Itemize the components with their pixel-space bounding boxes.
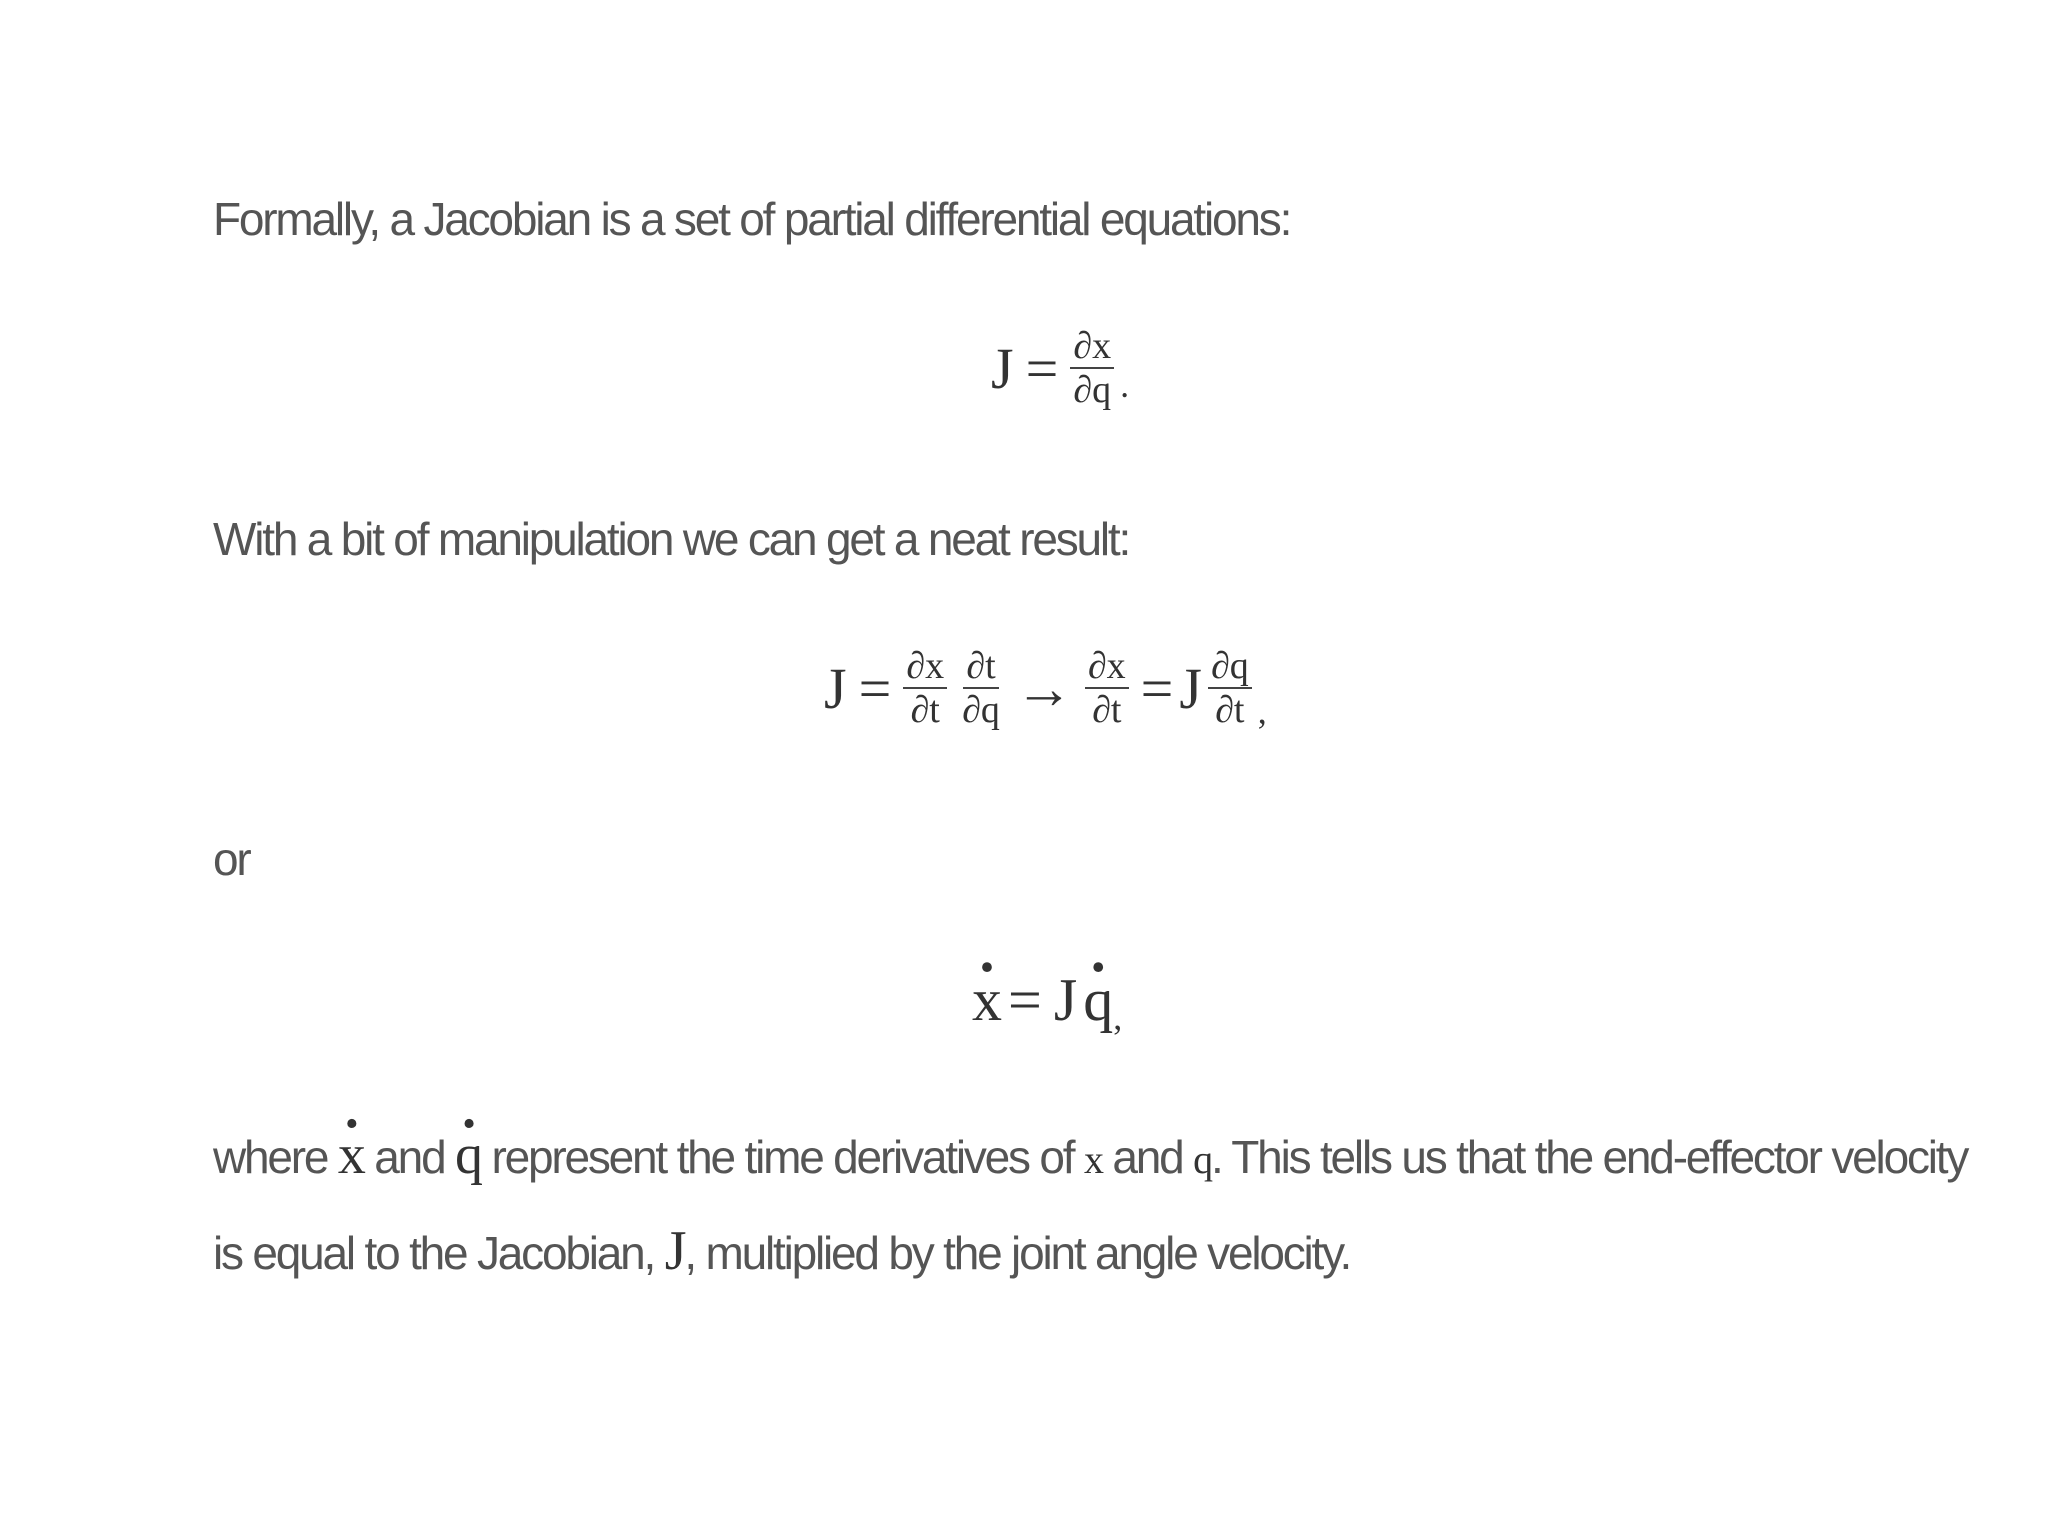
inline-q-dot: · q — [455, 1108, 481, 1202]
paragraph-definition: Formally, a Jacobian is a set of partial differential equations: — [213, 193, 1291, 245]
paragraph-explanation-line-2 — [213, 1204, 1350, 1300]
eq2-fraction-3 — [1085, 645, 1129, 731]
eq2-f4-denominator: ∂t — [1215, 689, 1245, 731]
inline-q: q — [1193, 1137, 1211, 1182]
eq3-equals: = — [1008, 966, 1042, 1033]
eq2-comma: , — [1257, 691, 1267, 731]
inline-x-dot: · x — [338, 1108, 364, 1202]
text-and: and — [374, 1131, 445, 1183]
equation-chain-rule — [818, 632, 1267, 744]
text-equal-to-jacobian: is equal to the Jacobian, — [213, 1227, 655, 1279]
eq1-period: . — [1120, 365, 1130, 405]
eq2-fraction-4 — [1208, 645, 1252, 731]
eq3-jacobian: J — [1053, 966, 1078, 1033]
text-and-2: and — [1112, 1131, 1183, 1183]
eq2-equals-2: = — [1140, 655, 1174, 721]
eq3-q-dot: · q — [1083, 966, 1113, 1035]
text-where: where — [213, 1131, 328, 1183]
text-represent: represent the time derivatives of — [491, 1131, 1074, 1183]
eq2-fraction-1 — [903, 645, 947, 731]
eq3-comma: , — [1113, 997, 1123, 1037]
eq2-jacobian: J — [1179, 655, 1202, 721]
eq2-f3-denominator: ∂t — [1092, 689, 1122, 731]
eq2-equals: = — [858, 655, 892, 721]
equation-velocity — [972, 950, 1122, 1050]
paragraph-or: or — [213, 833, 250, 885]
eq1-numerator: ∂x — [1070, 325, 1114, 369]
eq2-f2-denominator: ∂q — [962, 689, 1000, 731]
eq2-arrow: → — [1014, 655, 1073, 721]
eq1-lhs: J — [991, 335, 1014, 401]
equation-jacobian-definition — [985, 318, 1129, 418]
eq2-f1-denominator: ∂t — [910, 689, 940, 731]
eq1-equals: = — [1025, 335, 1059, 401]
eq3-x-dot: · x — [972, 966, 1002, 1035]
eq2-f4-numerator: ∂q — [1208, 645, 1252, 689]
inline-jacobian: J — [664, 1220, 685, 1282]
eq2-f3-numerator: ∂x — [1085, 645, 1129, 689]
eq2-f2-numerator: ∂t — [963, 645, 998, 689]
eq2-lhs: J — [824, 655, 847, 721]
paragraph-manipulation: With a bit of manipulation we can get a neat result: — [213, 513, 1130, 565]
text-multiplied: , multiplied by the joint angle velocity. — [684, 1227, 1351, 1279]
eq2-f1-numerator: ∂x — [903, 645, 947, 689]
eq1-fraction — [1070, 325, 1114, 411]
eq2-fraction-2 — [959, 645, 1003, 731]
paragraph-explanation-line-1 — [213, 1108, 1967, 1207]
inline-x: x — [1083, 1137, 1102, 1182]
eq1-denominator: ∂q — [1073, 369, 1112, 411]
text-tells-us: . This tells us that the end-effector velocity — [1210, 1131, 1968, 1183]
